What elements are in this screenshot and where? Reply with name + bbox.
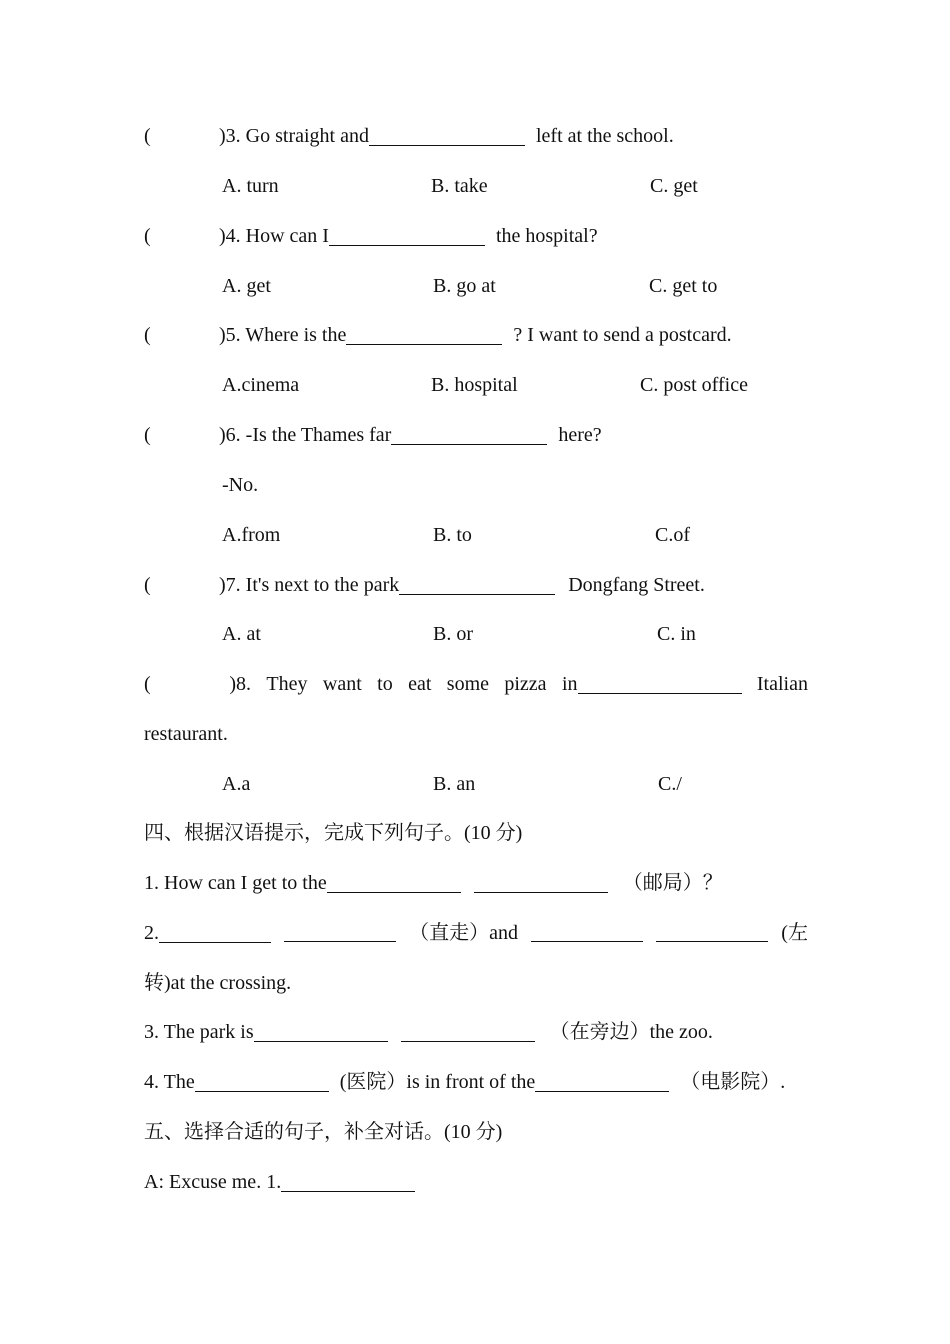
section-heading: 四、根据汉语提示，完成下列句子。(10 分) [144, 822, 523, 844]
answer-blank[interactable] [369, 125, 525, 146]
sentence-3 [144, 1020, 713, 1044]
question-text: )4. How can I [219, 225, 329, 247]
chinese-hint: （电影院）. [680, 1071, 786, 1093]
question-text-end: left at the school. [535, 125, 674, 147]
option-b[interactable]: B. take [431, 175, 488, 197]
sentence-4 [144, 1070, 785, 1094]
q8-word: in [561, 673, 578, 695]
answer-blank[interactable] [284, 921, 396, 942]
answer-blank[interactable] [531, 921, 643, 942]
q8-word: some [446, 673, 489, 695]
chinese-hint: （在旁边）the zoo. [549, 1021, 713, 1043]
answer-paren: ( [144, 673, 151, 695]
answer-blank[interactable] [281, 1171, 415, 1192]
option-b[interactable]: B. to [433, 524, 472, 546]
option-b[interactable]: B. hospital [431, 374, 518, 396]
answer-paren: ( [144, 225, 151, 247]
question-text: )7. It's next to the park [219, 574, 400, 596]
option-a[interactable]: A. get [222, 275, 271, 297]
sentence-text: 1. How can I get to the [144, 872, 327, 894]
option-c[interactable]: C. get [650, 175, 698, 197]
sentence-continuation: 转)at the crossing. [144, 972, 292, 994]
q8-word: pizza [504, 673, 547, 695]
answer-blank[interactable] [329, 225, 485, 246]
sentence-mid: (医院）is in front of the [339, 1071, 536, 1093]
option-c[interactable]: C. in [657, 623, 696, 645]
option-a[interactable]: A.from [222, 524, 281, 546]
sentence-text: 4. The [144, 1071, 195, 1093]
option-a[interactable]: A.a [222, 773, 251, 795]
sentence-1 [144, 871, 723, 895]
section-heading: 五、选择合适的句子，补全对话。(10 分) [144, 1121, 503, 1143]
q8-num: )8. [229, 673, 252, 695]
option-b[interactable]: B. an [433, 773, 476, 795]
q8-word: to [377, 673, 393, 695]
answer-paren: ( [144, 424, 151, 446]
answer-blank[interactable] [578, 673, 742, 694]
question-text-end: Dongfang Street. [568, 574, 705, 596]
q8-word: Italian [756, 673, 808, 695]
section-4-heading [144, 821, 522, 845]
option-c[interactable]: C. get to [649, 275, 718, 297]
answer-paren: ( [144, 324, 151, 346]
sentence-text: 3. The park is [144, 1021, 254, 1043]
answer-blank[interactable] [401, 1021, 535, 1042]
section-5-heading [144, 1120, 502, 1144]
answer-blank[interactable] [474, 872, 608, 893]
q8-word: eat [408, 673, 432, 695]
question-text-end: here? [558, 424, 602, 446]
answer-paren: ( [144, 125, 151, 147]
question-8 [144, 672, 808, 696]
sentence-2 [144, 921, 808, 945]
reply-text: -No. [222, 474, 259, 496]
chinese-hint: （邮局）？ [622, 872, 723, 894]
question-text: )5. Where is the [219, 324, 347, 346]
answer-blank[interactable] [399, 574, 555, 595]
answer-blank[interactable] [327, 872, 461, 893]
q8-word: They [266, 673, 308, 695]
option-a[interactable]: A. at [222, 623, 261, 645]
option-b[interactable]: B. or [433, 623, 473, 645]
answer-blank[interactable] [195, 1071, 329, 1092]
answer-blank[interactable] [391, 424, 547, 445]
question-text: )3. Go straight and [219, 125, 369, 147]
answer-blank[interactable] [254, 1021, 388, 1042]
question-text-end: ? I want to send a postcard. [513, 324, 732, 346]
sentence-2-cont [144, 971, 291, 995]
answer-blank[interactable] [535, 1071, 669, 1092]
q8-word: want [322, 673, 362, 695]
question-6-reply [222, 473, 258, 497]
answer-blank[interactable] [656, 921, 768, 942]
answer-blank[interactable] [159, 922, 271, 943]
q8-continuation: restaurant. [144, 723, 228, 745]
chinese-hint: (左 [781, 922, 808, 944]
dialogue-line-1 [144, 1170, 415, 1194]
answer-paren: ( [144, 574, 151, 596]
option-c[interactable]: C./ [658, 773, 682, 795]
question-8-cont [144, 722, 228, 746]
question-text-end: the hospital? [495, 225, 598, 247]
question-text: )6. -Is the Thames far [219, 424, 392, 446]
option-a[interactable]: A.cinema [222, 374, 300, 396]
sentence-num: 2. [144, 922, 159, 944]
option-b[interactable]: B. go at [433, 275, 496, 297]
option-c[interactable]: C.of [655, 524, 690, 546]
option-c[interactable]: C. post office [640, 374, 748, 396]
chinese-hint: （直走）and [409, 922, 519, 944]
dialogue-text: A: Excuse me. 1. [144, 1171, 282, 1193]
answer-blank[interactable] [346, 324, 502, 345]
option-a[interactable]: A. turn [222, 175, 279, 197]
